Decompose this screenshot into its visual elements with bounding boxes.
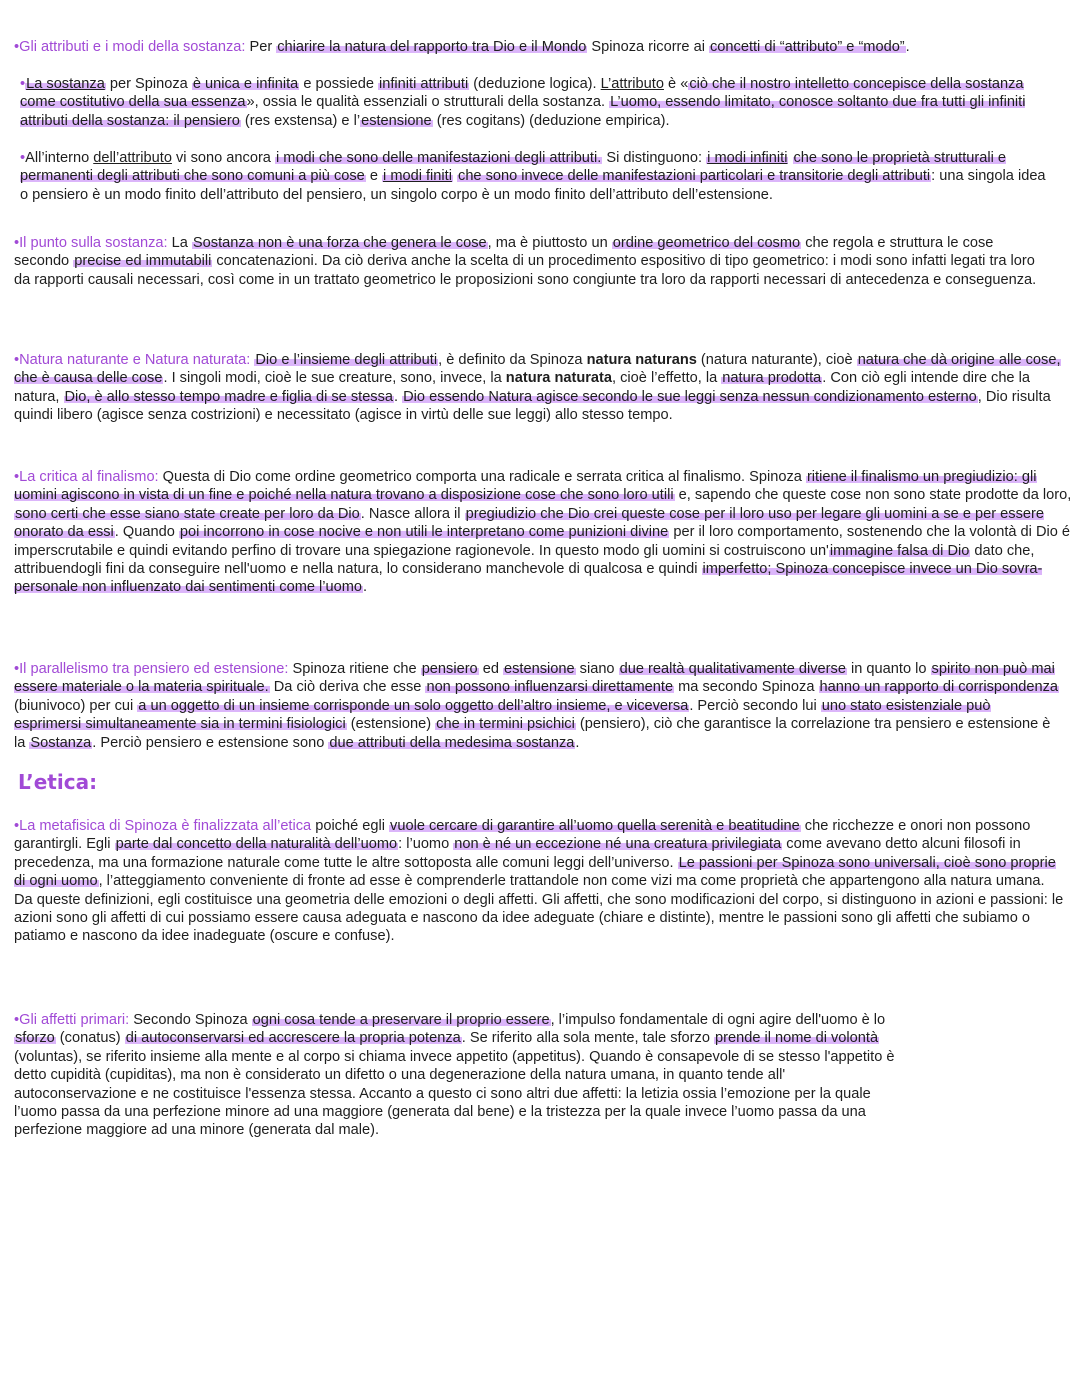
text-run: come avevano detto alcuni filosofi in precedenza, ma una formazione naturale come tutte le altre sottoposta alle comuni leggi dell’universo. [14,836,1021,871]
text-run: . Quando [114,524,179,541]
text-run: vi sono ancora [171,150,275,166]
text-run: : una singola idea o pensiero è un modo finito dell’attributo del pensiero, un singolo corpo è un modo finito dell’attributo dell’estensione. [20,168,1046,203]
text-run: All’interno [25,150,94,166]
paragraph-natura [14,351,1064,425]
highlighted-text: non possono influenzarsi direttamente [426,679,674,696]
text-run: Da ciò deriva che esse [269,679,426,696]
text-run: , Dio risulta quindi libero (agisce senza costrizioni) e necessitato (agisce in virtù delle sue leggi) allo stesso tempo. [14,388,1051,424]
text-run: (voluntas), se riferito insieme alla mente e al corpo si chiama invece appetito (appetitus). Quando è consapevole di se stesso l'appetito è detto cupidità (cupiditas), ma non è considerato un difetto o una degenerazione della natura umana, in quanto tende all' autoconservazione e ne costituisce l'essenza stessa. Accanto a questo ci sono altri due affetti: la letizia ossia l’emozione per la quale l’uomo passa da una perfezione minore ad una maggiore (generata dal bene) e la tristezza per la quale invece l’uomo passa da una perfezione maggiore ad una minore (generata dal male). [14,1048,895,1139]
highlighted-text: Dio e l’insieme degli attributi [255,352,438,368]
highlighted-text: precise ed immutabili [74,253,212,270]
text-run: Questa di Dio come ordine geometrico comporta una radicale e serrata critica al finalismo. Spinoza [158,469,806,485]
highlighted-text: che in termini psichici [436,716,575,733]
highlighted-text: che sono invece delle manifestazioni particolari e transitorie degli attributi [458,168,931,185]
underlined-text: dell’attributo [93,150,172,166]
highlighted-text: non è né un eccezione né una creatura privilegiata [454,836,782,853]
text-run: (natura naturante), cioè [696,352,857,368]
highlighted-text: ciò che il nostro intelletto concepisce della sostanza come costitutivo della sua essenza [20,76,1024,111]
section-heading-etica: L’etica: [18,770,98,794]
text-run: . Con ciò egli intende dire che la natura, [14,370,1030,405]
highlighted-text: due realtà qualitativamente diverse [619,661,846,677]
text-run: Secondo Spinoza [129,1012,252,1028]
text-run: », ossia le qualità essenziali o strutturali della sostanza. [246,94,610,111]
highlighted-text: pensiero [421,661,478,677]
text-run: dato che, attribuendogli fini da conseguire nell'uomo e nella natura, lo considerano manchevole di qualcosa e quindi [14,542,1035,578]
text-run: Spinoza ricorre ai [587,39,709,55]
paragraph-metafisica [14,817,1064,946]
highlighted-text: sforzo [15,1030,55,1047]
text-run: : l’uomo [398,836,454,853]
text-run: , l’impulso fondamentale di ogni agire dell'uomo è lo [550,1012,886,1028]
text-run: Si distinguono: [602,150,707,166]
paragraph-affetti [14,1011,904,1140]
text-run: (res exstensa) e l’ [240,112,361,129]
highlighted-text: ogni cosa tende a preservare il proprio essere [252,1012,550,1028]
text-run: (biunivoco) per cui [14,697,138,714]
text-run: (conatus) [55,1030,125,1047]
text-run: . Se riferito alla sola mente, tale sforzo [461,1030,714,1047]
highlighted-text: immagine falsa di Dio [829,542,970,559]
highlighted-text: pregiudizio che Dio crei queste cose per il loro uso per legare gli uomini a se e per essere onorato da essi [14,505,1044,541]
highlighted-text: ordine geometrico del cosmo [612,235,801,251]
highlighted-text: estensione [361,112,432,129]
text-run: ed [478,661,504,677]
highlighted-text: concetti di “attributo” e “modo” [710,39,905,55]
paragraph-punto-sostanza [14,234,1044,289]
text-run: , è definito da Spinoza [438,352,587,368]
highlighted-text: ritiene il finalismo un pregiudizio: gli uomini agiscono in vista di un fine e poiché nella natura trovano a disposizione cose che sono loro utili [14,469,1037,504]
text-run: , l’atteggiamento conveniente di fronte ad esse è comprenderle trattandole non come vizi ma come proprietà che appartengono alla natura umana. Da queste definizioni, egli costituisce una geometria delle emozioni o degli affetti. Gli affetti, che sono modificazioni del corpo, si distinguono in azioni e passioni: le azioni sono gli affetti di cui possiamo essere causa adeguata e nascono da idee adeguate (chiare e distinte), mentre le passioni sono gli affetti che subiamo o patiamo e nascono da idee inadeguate (oscure e confuse). [14,873,1064,945]
paragraph-modi [20,149,1050,204]
text-run: poiché egli [311,818,390,834]
text-run: (estensione) [346,716,436,733]
bold-text: natura naturans [586,352,697,368]
paragraph-title: •Il parallelismo tra pensiero ed estensione: [14,661,289,677]
highlighted-text: infiniti attributi [379,76,469,92]
text-run: e possiede [299,76,378,92]
highlighted-text: due attributi della medesima sostanza [329,734,575,751]
highlighted-underlined-text: i modi finiti [383,168,452,185]
text-run: e, sapendo che queste cose non sono state prodotte da loro, [674,487,1072,504]
paragraph-title: •La metafisica di Spinoza è finalizzata all’etica [14,818,312,834]
text-run: . [394,388,403,405]
text-run: ma secondo Spinoza [674,679,819,696]
highlighted-text: spirito non può mai essere materiale o la materia spirituale. [14,661,1055,696]
paragraph-attributi-modi [14,38,1064,56]
text-run: , cioè l’effetto, la [612,370,722,387]
paragraph-parallelismo [14,660,1060,752]
paragraph-title: • [20,150,26,166]
highlighted-text: hanno un rapporto di corrispondenza [819,679,1059,696]
highlighted-text: L’uomo, essendo limitato, conosce soltanto due fra tutti gli infiniti attributi della sostanza: il pensiero [20,94,1026,129]
paragraph-title: •Gli attributi e i modi della sostanza: [14,39,246,55]
text-run: (res cogitans) (deduzione empirica). [432,112,670,129]
text-run: concatenazioni. Da ciò deriva anche la scelta di un procedimento espositivo di tipo geometrico: i modi sono infatti legati tra loro da rapporti causali necessari, così come in un trattato geometrico le proposizioni sono congiunte tra loro da rapporti necessari di antecedenza e conseguenza. [14,253,1037,288]
highlighted-text: chiarire la natura del rapporto tra Dio e il Mondo [277,39,587,55]
highlighted-text: Dio, è allo stesso tempo madre e figlia di se stessa [64,388,394,405]
highlighted-text: estensione [504,661,575,677]
highlighted-text: prende il nome di volontà [715,1030,879,1047]
paragraph-title: •Gli affetti primari: [14,1012,130,1028]
text-run [788,150,792,166]
highlighted-underlined-text: i modi infiniti [707,150,788,166]
text-run: . [363,579,368,596]
paragraph-sostanza [20,75,1060,130]
text-run: Per [245,39,277,55]
highlighted-text: Sostanza non è una forza che genera le cose [192,235,487,251]
highlighted-text: natura che dà origine alle cose, che è causa delle cose [14,352,1061,387]
paragraph-title: • [20,76,26,92]
text-run: e [365,168,383,185]
text-run: siano [575,661,619,677]
highlighted-text: di autoconservarsi ed accrescere la propria potenza [125,1030,461,1047]
highlighted-text: parte dal concetto della naturalità dell’uomo [115,836,398,853]
text-run: per Spinoza [105,76,192,92]
text-run: . [905,39,910,55]
text-run: in quanto lo [846,661,931,677]
text-run: Spinoza ritiene che [288,661,421,677]
text-run: per il loro comportamento, sostenendo che la volontà di Dio é imperscrutabile e quindi evitando perfino di trovare una spiegazione ragionevole. In questo modo gli uomini si costruiscono un' [14,524,1071,559]
highlighted-text: uno stato esistenziale può esprimersi simultaneamente sia in termini fisiologici [14,697,991,733]
text-run: (pensiero), ciò che garantisce la correlazione tra pensiero e estensione è la [14,716,1051,751]
highlighted-text: imperfetto; Spinoza concepisce invece un Dio sovra-personale non influenzato dai sentimenti come l’uomo [14,561,1043,596]
text-run: , ma è piuttosto un [487,235,612,251]
text-run: (deduzione logica). [469,76,601,92]
highlighted-underlined-text: La sostanza [26,76,105,92]
highlighted-text: sono certi che esse siano state create per loro da Dio [15,505,360,522]
highlighted-text: Dio essendo Natura agisce secondo le sue leggi senza nessun condizionamento esterno [403,388,977,405]
highlighted-text: natura prodotta [722,370,822,387]
bold-text: natura naturata [505,370,613,387]
highlighted-text: che sono le proprietà strutturali e permanenti degli attributi che sono comuni a più cose [20,150,1007,185]
highlighted-text: è unica e infinita [192,76,299,92]
text-run: . [575,734,580,751]
text-run: . Perciò secondo lui [689,697,821,714]
highlighted-text: poi incorrono in cose nocive e non utili le interpretano come punizioni divine [179,524,669,541]
text-run: . Nasce allora il [360,505,465,522]
highlighted-text: i modi che sono delle manifestazioni degli attributi. [275,150,602,166]
underlined-text: L’attributo [600,76,664,92]
text-run: . I singoli modi, cioè le sue creature, sono, invece, la [163,370,506,387]
highlighted-text: vuole cercare di garantire all’uomo quella serenità e beatitudine [390,818,800,834]
text-run: che ricchezze e onori non possono garantirgli. Egli [14,818,1031,853]
paragraph-title: •Natura naturante e Natura naturata: [14,352,251,368]
paragraph-title: •Il punto sulla sostanza: [14,235,168,251]
highlighted-text: Le passioni per Spinoza sono universali, cioè sono proprie di ogni uomo [14,854,1056,890]
paragraph-title: •La critica al finalismo: [14,469,159,485]
highlighted-text: Sostanza [30,734,92,751]
text-run: è « [663,76,689,92]
text-run: che regola e struttura le cose secondo [14,235,994,270]
text-run: . Perciò pensiero e estensione sono [92,734,329,751]
text-run: La [167,235,192,251]
paragraph-finalismo [14,468,1072,597]
highlighted-text: a un oggetto di un insieme corrisponde un solo oggetto dell’altro insieme, e viceversa [138,697,689,714]
